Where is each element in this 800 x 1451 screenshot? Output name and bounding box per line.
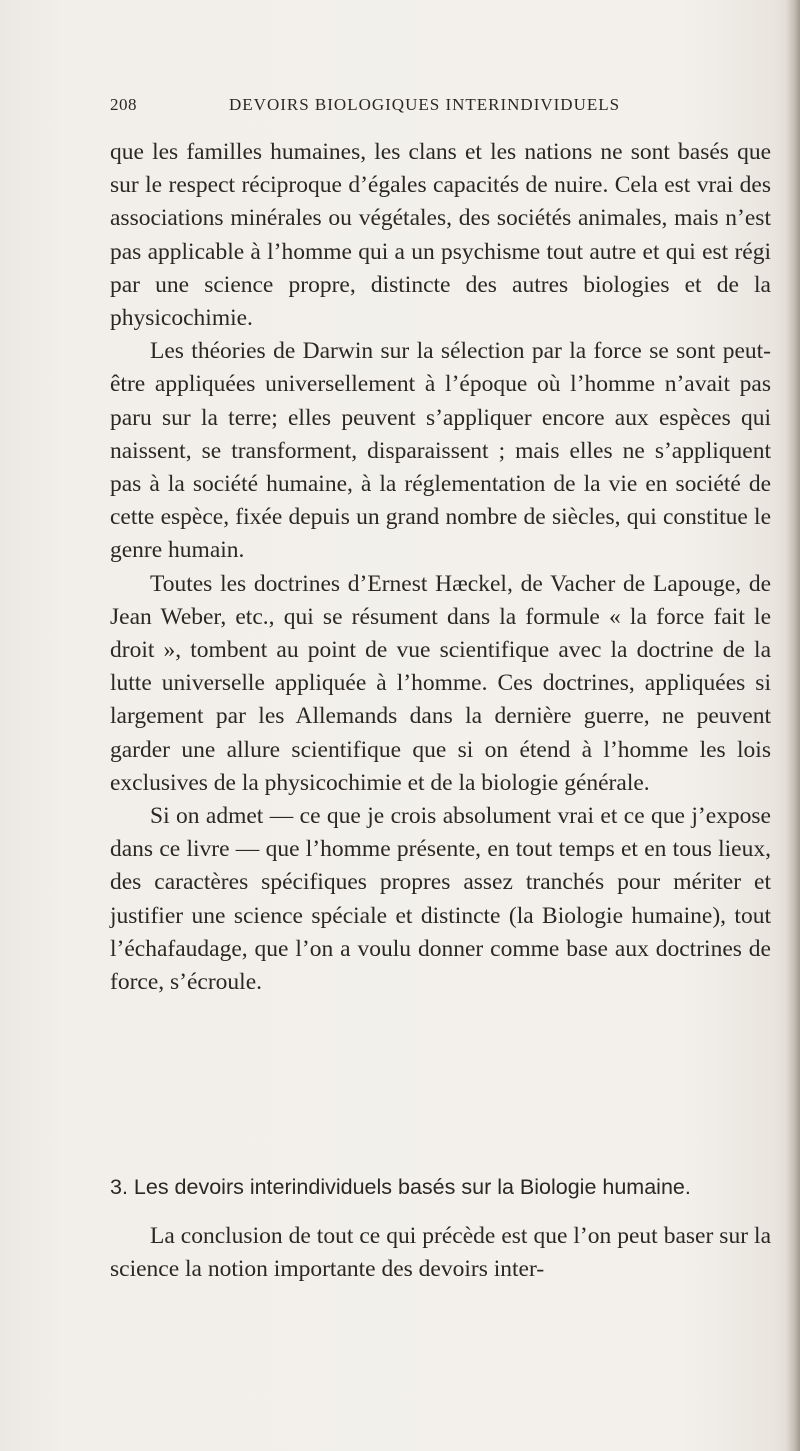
body-text xyxy=(110,136,771,999)
section-paragraph: La conclusion de tout ce qui précède est que l’on peut baser sur la science la notion importante des devoirs inter- xyxy=(110,1223,771,1283)
section-heading: 3. Les devoirs interindividuels basés sur la Biologie humaine. xyxy=(110,1175,691,1199)
paragraph-4: Si on admet — ce que je crois absolument vrai et ce que j’expose dans ce livre — que l’homme présente, en tout temps et en tous lieux, des caractères spécifiques propres assez tranchés pour mériter et justifier une science spéciale et distincte (la Biologie humaine), tout l’échafaudage, que l’on a voulu donner comme base aux doctrines de force, s’écroule. xyxy=(110,803,771,996)
paragraph-2: Les théories de Darwin sur la sélection par la force se sont peut-être appliquées universellement à l’époque où l’homme n’avait pas paru sur la terre; elles peuvent s’appliquer encore aux espèces qui naissent, se transforment, disparaissent ; mais elles ne s’appliquent pas à la société humaine, à la réglementation de la vie en société de cette espèce, fixée depuis un grand nombre de siècles, qui constitue le genre humain. xyxy=(110,338,771,564)
page-edge-shadow xyxy=(786,0,800,1451)
page-number: 208 xyxy=(110,95,137,114)
running-title: DEVOIRS BIOLOGIQUES INTERINDIVIDUELS xyxy=(229,95,621,114)
paragraph-1: que les familles humaines, les clans et les nations ne sont basés que sur le respect réciproque d’égales capacités de nuire. Cela est vrai des associations minérales ou végétales, des sociétés animales, mais n’est pas applicable à l’homme qui a un psychisme tout autre et qui est régi par une science propre, distincte des autres biologies et de la physicochimie. xyxy=(110,139,771,332)
running-head xyxy=(110,95,710,119)
paragraph-3: Toutes les doctrines d’Ernest Hæckel, de Vacher de Lapouge, de Jean Weber, etc., qui se résument dans la formule « la force fait le droit », tombent au point de vue scientifique avec la doctrine de la lutte universelle appliquée à l’homme. Ces doctrines, appliquées si largement par les Allemands dans la dernière guerre, ne peuvent garder une allure scientifique que si on étend à l’homme les lois exclusives de la physicochimie et de la biologie générale. xyxy=(110,570,771,796)
